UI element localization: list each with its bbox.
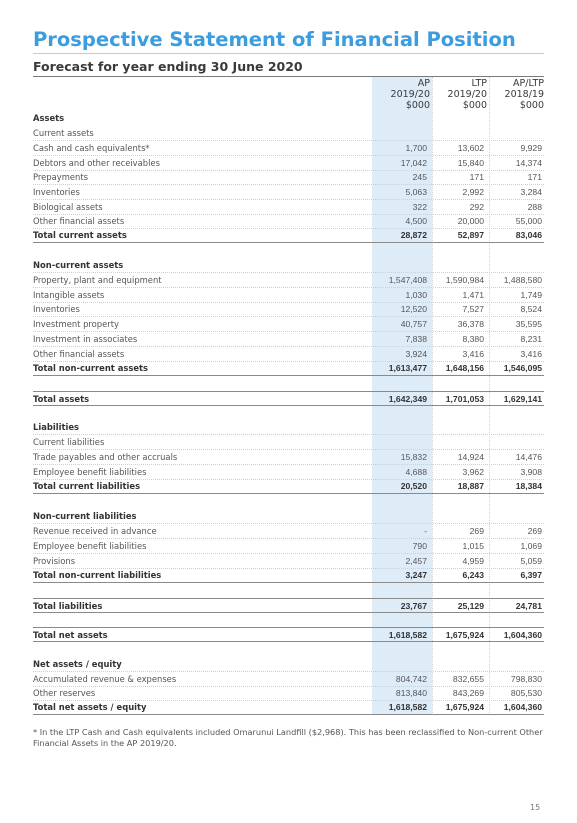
row-label: Other financial assets [33, 349, 125, 359]
row-value: 1,675,924 [445, 630, 484, 640]
row-label: Investment in associates [33, 334, 138, 344]
row-label: Total current liabilities [33, 481, 141, 491]
row-value: 1,471 [462, 290, 484, 300]
row-label: Inventories [33, 187, 80, 197]
row-label: Other reserves [33, 688, 96, 698]
column-header-ap [370, 78, 430, 111]
row-value: 83,046 [515, 230, 542, 240]
table-row [33, 228, 544, 243]
row-label: Provisions [33, 556, 76, 566]
row-label: Liabilities [33, 422, 80, 432]
table-row [33, 524, 544, 539]
row-value: 3,416 [462, 349, 484, 359]
row-label: Prepayments [33, 172, 88, 182]
row-value: 14,374 [515, 158, 542, 168]
row-label: Total liabilities [33, 601, 103, 611]
row-value: 1,069 [520, 541, 542, 551]
row-label: Assets [33, 113, 65, 123]
row-value: 2,457 [405, 556, 427, 566]
row-value: 3,908 [520, 467, 542, 477]
row-value: 17,042 [400, 158, 427, 168]
row-value: 322 [412, 202, 427, 212]
footnote: * In the LTP Cash and Cash equivalents included Omarunui Landfill ($2,968). This has been reclassified to Non-current Other Financial Assets in the AP 2019/20. [33, 727, 543, 748]
column-header-ap-ltp [484, 78, 544, 111]
row-label: Biological assets [33, 202, 103, 212]
table-row [33, 598, 544, 613]
table-row [33, 214, 544, 229]
row-value: 40,757 [400, 319, 427, 329]
table-row [33, 627, 544, 642]
table-row [33, 657, 544, 672]
row-value: 55,000 [515, 216, 542, 226]
row-value: 171 [527, 172, 542, 182]
row-value: 6,243 [462, 570, 484, 580]
row-value: 1,701,053 [445, 394, 484, 404]
row-value: 1,648,156 [445, 363, 484, 373]
row-value: 1,613,477 [388, 363, 427, 373]
row-value: 805,530 [510, 688, 542, 698]
row-label: Employee benefit liabilities [33, 467, 147, 477]
row-value: 3,924 [405, 349, 427, 359]
row-value: 1,488,580 [503, 275, 542, 285]
row-value: 25,129 [457, 601, 484, 611]
row-value: 1,618,582 [388, 630, 427, 640]
row-label: Total net assets [33, 630, 108, 640]
row-label: Total non-current liabilities [33, 570, 162, 580]
row-value: 4,500 [405, 216, 427, 226]
row-value: 1,749 [520, 290, 542, 300]
row-value: 20,000 [457, 216, 484, 226]
row-value: 1,547,408 [388, 275, 427, 285]
row-value: 171 [469, 172, 484, 182]
row-label: Total non-current assets [33, 363, 148, 373]
row-value: 36,378 [457, 319, 484, 329]
table-row [33, 288, 544, 303]
row-label: Current assets [33, 128, 94, 138]
row-value: 798,830 [510, 674, 542, 684]
row-value: 1,604,360 [503, 630, 542, 640]
table-row [33, 568, 544, 583]
table-row [33, 347, 544, 362]
table-row [33, 185, 544, 200]
column-header-ltp [427, 78, 487, 111]
table-row [33, 700, 544, 715]
title-divider [33, 53, 544, 54]
row-label: Revenue received in advance [33, 526, 157, 536]
row-label: Total net assets / equity [33, 702, 147, 712]
table-row [33, 200, 544, 215]
table-row [33, 672, 544, 687]
row-value: 1,642,349 [388, 394, 427, 404]
row-label: Debtors and other receivables [33, 158, 160, 168]
row-label: Cash and cash equivalents* [33, 143, 150, 153]
row-value: 3,284 [520, 187, 542, 197]
table-row [33, 111, 544, 126]
row-value: 1,546,095 [503, 363, 542, 373]
row-value: 35,595 [515, 319, 542, 329]
row-value: 269 [527, 526, 542, 536]
table-row [33, 332, 544, 347]
row-label: Non-current liabilities [33, 511, 137, 521]
row-value: 52,897 [457, 230, 484, 240]
row-value: 8,231 [520, 334, 542, 344]
row-value: - [424, 526, 427, 536]
row-value: 28,872 [400, 230, 427, 240]
row-value: 1,618,582 [388, 702, 427, 712]
row-value: 1,629,141 [503, 394, 542, 404]
row-value: 813,840 [395, 688, 427, 698]
page-subtitle: Forecast for year ending 30 June 2020 [33, 59, 303, 74]
row-value: 1,700 [405, 143, 427, 153]
table-row [33, 479, 544, 494]
table-row [33, 361, 544, 376]
row-value: 14,476 [515, 452, 542, 462]
table-row [33, 302, 544, 317]
table-row [33, 258, 544, 273]
row-value: 7,527 [462, 304, 484, 314]
table-row [33, 554, 544, 569]
row-value: 12,520 [400, 304, 427, 314]
table-row [33, 273, 544, 288]
row-value: 13,602 [457, 143, 484, 153]
row-value: 3,416 [520, 349, 542, 359]
column-header-line: $000 [519, 100, 544, 111]
row-value: 1,030 [405, 290, 427, 300]
row-value: 18,384 [515, 481, 542, 491]
row-label: Inventories [33, 304, 80, 314]
subtitle-divider [33, 76, 544, 77]
row-value: 9,929 [520, 143, 542, 153]
column-header-line: $000 [462, 100, 487, 111]
table-row [33, 686, 544, 701]
row-label: Intangible assets [33, 290, 105, 300]
row-value: 4,959 [462, 556, 484, 566]
row-value: 7,838 [405, 334, 427, 344]
row-value: 292 [469, 202, 484, 212]
table-row [33, 156, 544, 171]
row-value: 5,059 [520, 556, 542, 566]
row-label: Total assets [33, 394, 90, 404]
row-value: 269 [469, 526, 484, 536]
table-row [33, 317, 544, 332]
column-header-line: AP [417, 78, 430, 89]
row-label: Property, plant and equipment [33, 275, 162, 285]
row-value: 14,924 [457, 452, 484, 462]
table-row [33, 539, 544, 554]
table-row [33, 465, 544, 480]
row-label: Investment property [33, 319, 119, 329]
row-value: 3,247 [405, 570, 427, 580]
page-number: 15 [530, 803, 541, 812]
table-row [33, 391, 544, 406]
row-value: 288 [527, 202, 542, 212]
row-value: 3,962 [462, 467, 484, 477]
row-value: 18,887 [457, 481, 484, 491]
row-label: Total current assets [33, 230, 127, 240]
row-value: 5,063 [405, 187, 427, 197]
table-row [33, 170, 544, 185]
row-value: 2,992 [462, 187, 484, 197]
row-value: 4,688 [405, 467, 427, 477]
row-value: 1,675,924 [445, 702, 484, 712]
column-header-line: 2019/20 [447, 89, 487, 100]
table-row [33, 141, 544, 156]
column-header-line: LTP [471, 78, 487, 89]
column-header-line: 2018/19 [504, 89, 544, 100]
table-row [33, 126, 544, 141]
row-value: 1,590,984 [445, 275, 484, 285]
row-value: 245 [412, 172, 427, 182]
row-label: Current liabilities [33, 437, 105, 447]
column-header-line: $000 [405, 100, 430, 111]
row-value: 1,604,360 [503, 702, 542, 712]
column-header-line: AP/LTP [513, 78, 544, 89]
column-header-line: 2019/20 [390, 89, 430, 100]
row-value: 8,524 [520, 304, 542, 314]
row-label: Employee benefit liabilities [33, 541, 147, 551]
row-value: 790 [412, 541, 427, 551]
row-value: 8,380 [462, 334, 484, 344]
row-label: Accumulated revenue & expenses [33, 674, 177, 684]
row-value: 804,742 [395, 674, 427, 684]
row-value: 6,397 [520, 570, 542, 580]
row-value: 23,767 [400, 601, 427, 611]
row-value: 1,015 [462, 541, 484, 551]
row-value: 15,840 [457, 158, 484, 168]
row-value: 15,832 [400, 452, 427, 462]
row-label: Net assets / equity [33, 659, 122, 669]
row-label: Other financial assets [33, 216, 125, 226]
row-value: 20,520 [400, 481, 427, 491]
table-row [33, 420, 544, 435]
row-value: 843,269 [452, 688, 484, 698]
page-title: Prospective Statement of Financial Position [33, 28, 516, 51]
row-value: 832,655 [452, 674, 484, 684]
row-value: 24,781 [515, 601, 542, 611]
table-row [33, 509, 544, 524]
table-row [33, 450, 544, 465]
table-row [33, 435, 544, 450]
row-label: Trade payables and other accruals [33, 452, 178, 462]
row-label: Non-current assets [33, 260, 124, 270]
